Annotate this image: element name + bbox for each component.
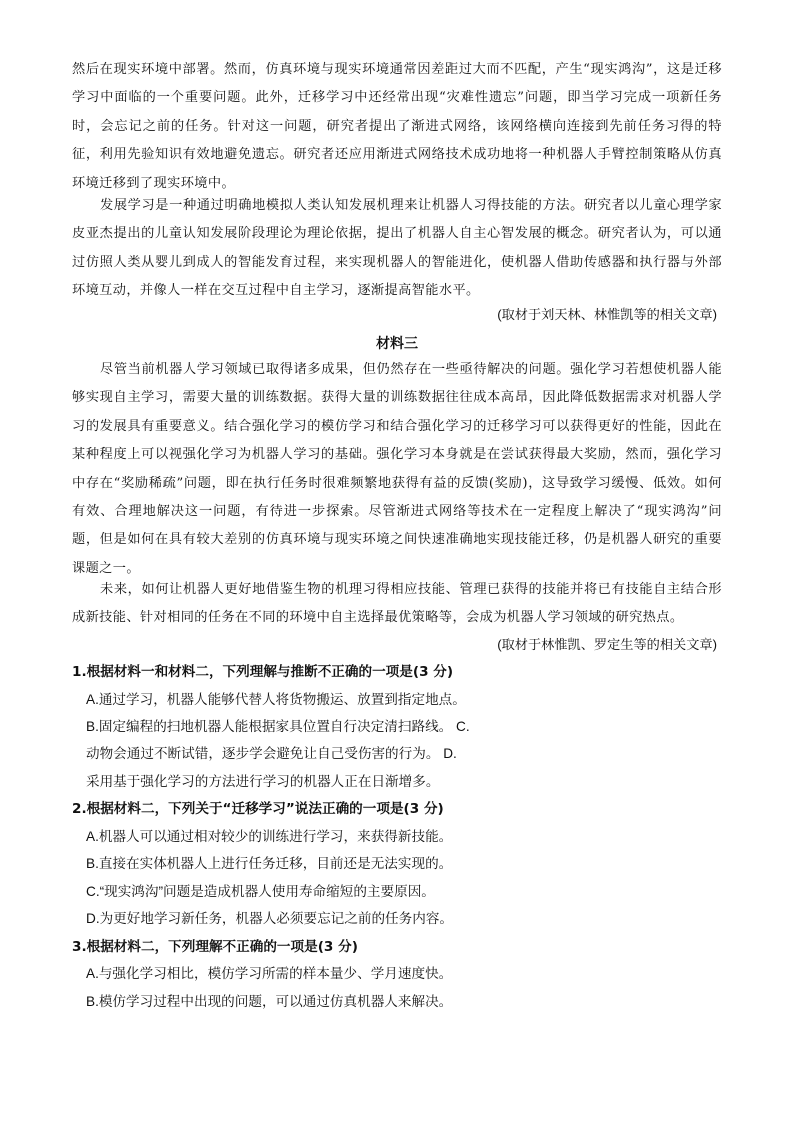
material3-heading: 材料三 [376,336,418,352]
question-1-option: 采用基于强化学习的方法进行学习的机器人正在日渐增多。 [86,774,440,789]
material3-source: (取材于林惟凯、罗定生等的相关文章) [497,637,717,652]
material2-paragraph-2: 发展学习是一种通过明确地模拟人类认知发展机理来让机器人习得技能的方法。研究者以儿童心理学家皮亚杰提出的儿童认知发展阶段理论为理论依据，提出了机器人自主心智发展的概念。研究者认为，可以通过仿照人类从婴儿到成人的智能发育过程，来实现机器人的智能进化，使机器人借助传感器和执行器与外部环境互动，并像人一样在交互过程中自主学习，逐渐提高智能水平。 [72,198,722,299]
question-2-stem: 2.根据材料二，下列关于“迁移学习”说法正确的一项是(3 分) [72,801,444,817]
material3-paragraph-1: 尽管当前机器人学习领域已取得诸多成果，但仍然存在一些亟待解决的问题。强化学习若想使机器人能够实现自主学习，需要大量的训练数据。获得大量的训练数据往往成本高昂，因此降低数据需求对机器人学习的发展具有重要意义。结合强化学习的模仿学习和结合强化学习的迁移学习可以获得更好的性能，因此在某种程度上可以视强化学习为机器人学习的基础。强化学习本身就是在尝试获得最大奖励，然而，强化学习中存在“奖励稀疏”问题，即在执行任务时很难频繁地获得有益的反馈(奖励)，这导致学习缓慢、低效。如何有效、合理地解决这一问题，有待进一步探索。尽管渐进式网络等技术在一定程度上解决了“现实鸿沟”问题，但是如何在具有较大差别的仿真环境与现实环境之间快速准确地实现技能迁移，仍是机器人研究的重要课题之一。 [72,362,722,576]
question-2-option: B.直接在实体机器人上进行任务迁移，目前还是无法实现的。 [86,856,453,871]
question-3-option: B.模仿学习过程中出现的问题，可以通过仿真机器人来解决。 [86,994,453,1009]
question-1-option: B.固定编程的扫地机器人能根据家具位置自行决定清扫路线。 C. [86,719,470,734]
question-2-option: A.机器人可以通过相对较少的训练进行学习，来获得新技能。 [86,829,453,844]
question-3-option: A.与强化学习相比，模仿学习所需的样本量少、学月速度快。 [86,966,453,981]
material2-source: (取材于刘天林、林惟凯等的相关文章) [497,307,717,322]
question-1-option: 动物会通过不断试错，逐步学会避免让自己受伤害的行为。 D. [86,746,457,761]
question-1-option: A.通过学习，机器人能够代替人将货物搬运、放置到指定地点。 [86,692,466,707]
question-2-option: D.为更好地学习新任务，机器人必须要忘记之前的任务内容。 [86,911,454,926]
question-3-stem: 3.根据材料二，下列理解不正确的一项是(3 分) [72,939,358,955]
material3-paragraph-2: 未来，如何让机器人更好地借鉴生物的机理习得相应技能、管理已获得的技能并将已有技能自主结合形成新技能、针对相同的任务在不同的环境中自主选择最优策略等，会成为机器人学习领域的研究热点。 [72,582,722,626]
material2-paragraph-1: 然后在现实环境中部署。然而，仿真环境与现实环境通常因差距过大而不匹配，产生“现实鸿沟”，这是迁移学习中面临的一个重要问题。此外，迁移学习中还经常出现“灾难性遗忘”问题，即当学习完成一项新任务时，会忘记之前的任务。针对这一问题，研究者提出了渐进式网络，该网络横向连接到先前任务习得的特征，利用先验知识有效地避免遗忘。研究者还应用渐进式网络技术成功地将一种机器人手臂控制策略从仿真环境迁移到了现实环境中。 [72,62,722,191]
question-2-option: C.“现实鸿沟”问题是造成机器人使用寿命缩短的主要原因。 [86,884,435,899]
question-1-stem: 1.根据材料一和材料二，下列理解与推断不正确的一项是(3 分) [72,664,454,680]
